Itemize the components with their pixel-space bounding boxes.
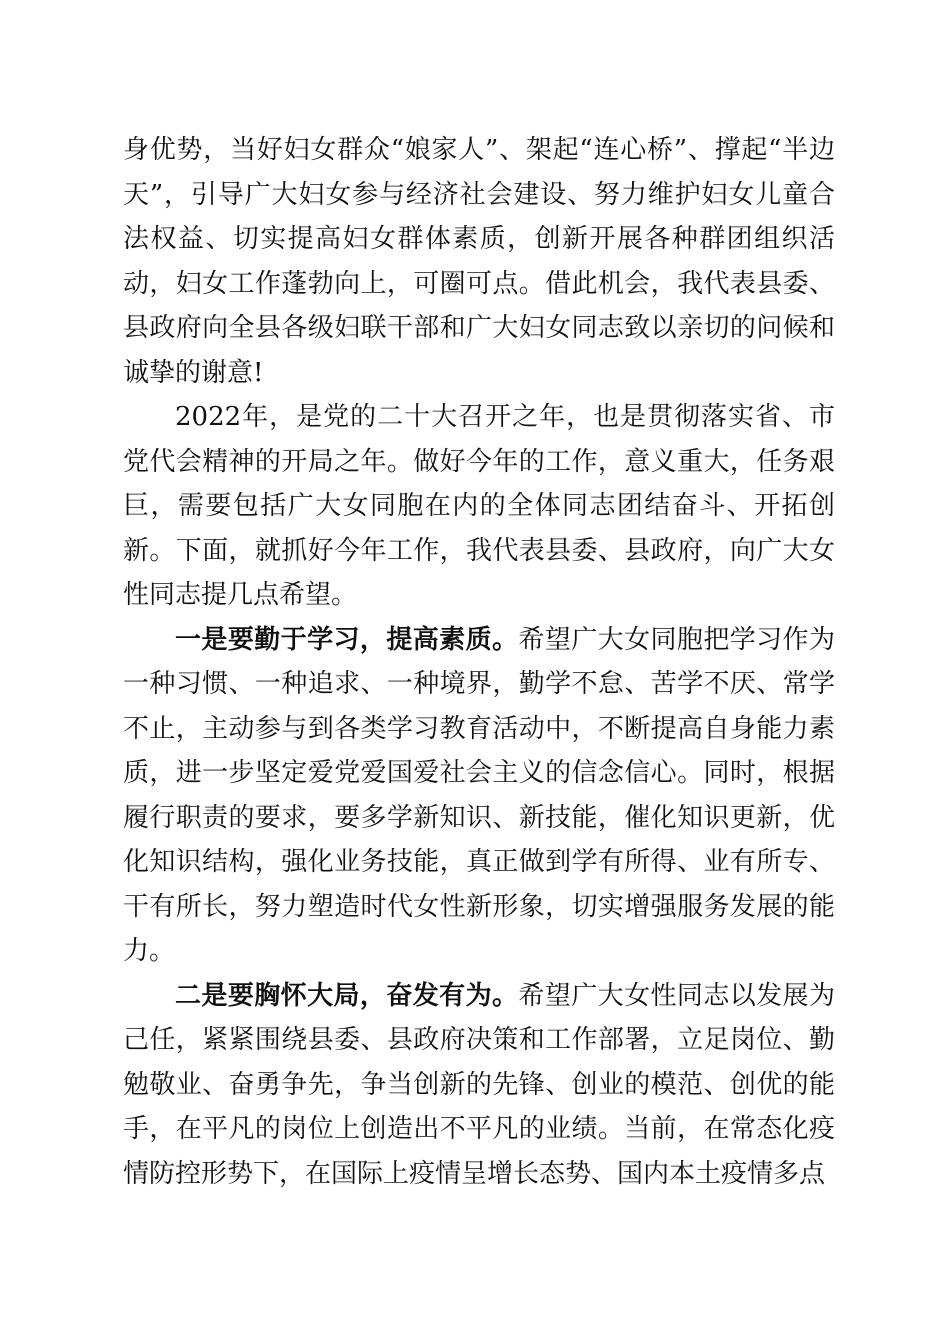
paragraph-continuation — [123, 128, 835, 395]
paragraph-4-text: 希望广大女性同志以发展为己任，紧紧围绕县委、县政府决策和工作部署，立足岗位、勤勉敬业、奋勇争先，争当创新的先锋、创业的模范、创优的能手，在平凡的岗位上创造出不平凡的业绩。当前，在常态化疫情防控形势下，在国际上疫情呈增长态势、国内本土疫情多点 — [123, 980, 835, 1189]
paragraph-study-quality — [123, 618, 835, 974]
paragraph-3-text: 希望广大女同胞把学习作为一种习惯、一种追求、一种境界，勤学不怠、苦学不厌、常学不止，主动参与到各类学习教育活动中，不断提高自身能力素质，进一步坚定爱党爱国爱社会主义的信念信心。同时，根据履行职责的要求，要多学新知识、新技能，催化知识更新，优化知识结构，强化业务技能，真正做到学有所得、业有所专、干有所长，努力塑造时代女性新形象，切实增强服务发展的能力。 — [123, 624, 835, 966]
paragraph-1-text: 身优势，当好妇女群众“娘家人”、架起“连心桥”、撑起“半边天”，引导广大妇女参与经济社会建设、努力维护妇女儿童合法权益、切实提高妇女群体素质，创新开展各种群团组织活动，妇女工作蓬勃向上，可圈可点。借此机会，我代表县委、县政府向全县各级妇联干部和广大妇女同志致以亲切的问候和诚挚的谢意! — [123, 135, 835, 388]
paragraph-4-lead: 二是要胸怀大局，奋发有为。 — [175, 980, 519, 1011]
paragraph-3-lead: 一是要勤于学习，提高素质。 — [175, 624, 519, 655]
paragraph-2022-overview — [123, 395, 835, 618]
paragraph-2-text: 2022年，是党的二十大召开之年，也是贯彻落实省、市党代会精神的开局之年。做好今年的工作，意义重大，任务艰巨，需要包括广大女同胞在内的全体同志团结奋斗、开拓创新。下面，就抓好今年工作，我代表县委、县政府，向广大女性同志提几点希望。 — [123, 402, 835, 610]
paragraph-big-picture — [123, 974, 835, 1197]
document-body — [123, 128, 835, 1196]
